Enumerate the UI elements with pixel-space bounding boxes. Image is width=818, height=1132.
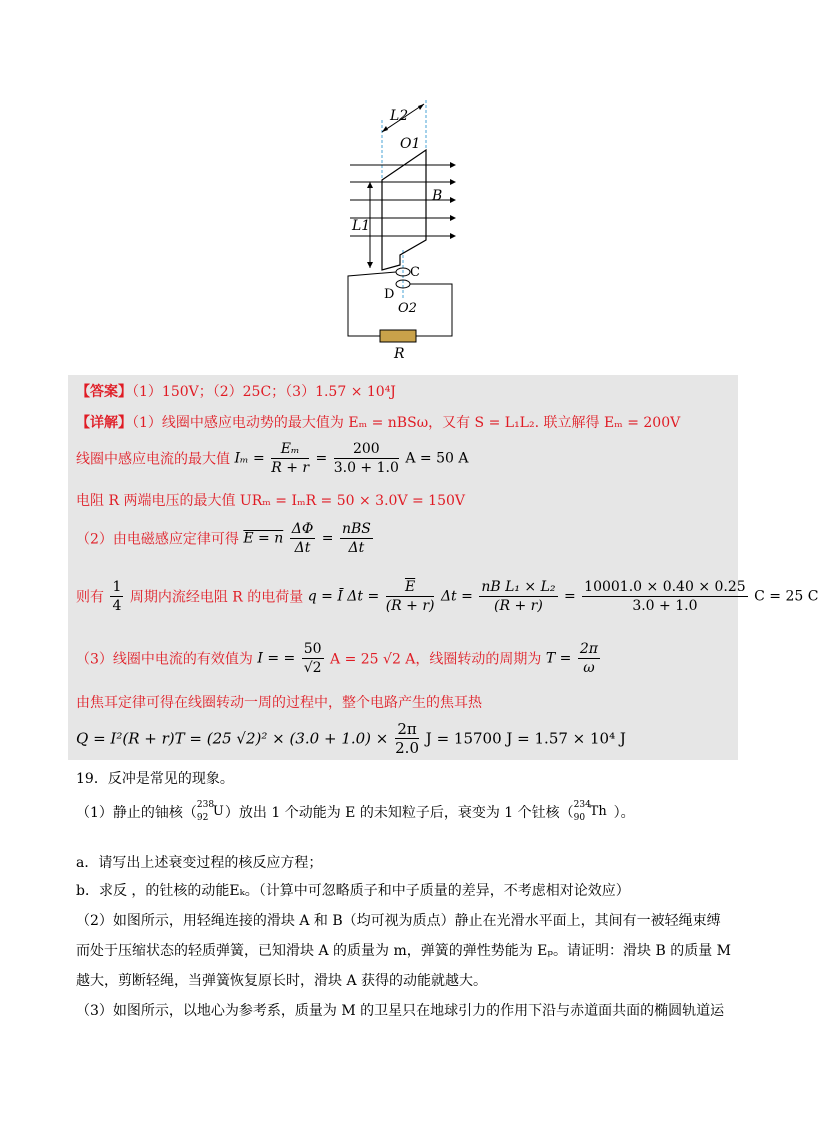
frac-den: Δt (294, 540, 311, 556)
detail-line-5-tail: C = 25 C (754, 588, 818, 605)
fraction-2pi-omega (578, 640, 600, 677)
detail-line-4-prefix: （2）由电磁感应定律可得 (76, 531, 239, 548)
question-part-2-line-3: 越大，剪断轻绳，当弹簧恢复原长时，滑块 A 获得的动能就越大。 (76, 973, 488, 989)
detail-line-8-left: Q = I²(R + r)T = (25 √2)² × (3.0 + 1.0) × (76, 729, 389, 748)
detail-line-2-tail: A = 50 A (405, 450, 469, 467)
fraction-nBS-dt (340, 520, 373, 557)
u-mass: 238 (196, 800, 215, 810)
detail-line-6-prefix: （3）线圈中电流的有效值为 (76, 651, 253, 668)
detail-line-1 (76, 412, 680, 432)
label-O1: O1 (400, 136, 421, 152)
detail-line-5-prefix2: 周期内流经电阻 R 的电荷量 (129, 589, 304, 606)
fraction-dPhi-dt (290, 520, 316, 557)
detail-line-7: 由焦耳定律可得在线圈转动一周的过程中，整个电路产生的焦耳热 (76, 695, 482, 711)
frac-den: 2.0 (395, 739, 419, 757)
detail-line-6-T: T = (545, 650, 572, 667)
frac-num: 1 (112, 579, 122, 595)
frac-den: Δt (348, 540, 365, 556)
frac-num: 200 (334, 440, 399, 459)
frac-num: nBS (341, 521, 371, 537)
frac-num: Eₘ (271, 440, 309, 459)
fraction-200-over-4 (334, 440, 399, 477)
frac-num: 2π (395, 720, 419, 739)
q1-text-a: （1）静止的铀核（ (76, 805, 197, 821)
question-part-a: a．请写出上述衰变过程的核反应方程； (76, 855, 323, 871)
frac-den: (R + r) (385, 598, 435, 614)
fraction-numeric (582, 578, 748, 615)
frac-num: 2π (579, 641, 598, 657)
question-part-1 (76, 800, 635, 824)
label-D: D (384, 287, 395, 302)
detail-line-6 (76, 640, 602, 677)
detail-line-1-text: （1）线圈中感应电动势的最大值为 Eₘ = nBSω，又有 S = L₁L₂. 联立解得 Eₘ = 200V (132, 415, 681, 431)
fraction-quarter (110, 578, 123, 615)
frac-den: 3.0 + 1.0 (632, 598, 698, 614)
u-charge: 92 (196, 813, 209, 823)
equals-sign: = (315, 450, 328, 467)
detail-line-2-prefix: 线圈中感应电流的最大值 (76, 451, 230, 468)
detail-line-4-E: E = n (243, 530, 284, 547)
label-R: R (394, 346, 405, 362)
uranium-nuclide (197, 800, 225, 824)
fraction-Em-over-Rr (271, 440, 309, 477)
answer-text: （1）150V；（2）25C；（3）1.57 × 10⁴J (132, 384, 396, 400)
frac-num: ΔΦ (291, 521, 314, 537)
label-C: C (410, 265, 420, 280)
th-symbol: Th (589, 804, 607, 819)
frac-num: nB L₁ × L₂ (481, 579, 556, 595)
question-title: 19．反冲是常见的现象。 (76, 771, 234, 787)
question-part-2-line-1: （2）如图所示，用轻绳连接的滑块 A 和 B（均可视为质点）静止在光滑水平面上，其间有一被轻绳束缚 (76, 913, 721, 929)
frac-den: R + r (271, 460, 310, 476)
detail-line-2 (76, 440, 468, 477)
frac-num: 10001.0 × 0.40 × 0.25 (584, 579, 746, 595)
detail-line-6-mid: A = 25 √2 A，线圈转动的周期为 (330, 651, 542, 668)
question-part-3-line-1: （3）如图所示，以地心为参考系，质量为 M 的卫星只在地球引力的作用下沿与赤道面共面的椭圆轨道运 (76, 1003, 725, 1019)
equals-sign: = (321, 530, 334, 547)
fraction-50-root2 (302, 640, 324, 677)
detail-line-4 (76, 520, 375, 557)
q1-text-b: ）放出 1 个动能为 E 的未知粒子后，衰变为 1 个钍核（ (224, 805, 574, 821)
label-O2: O2 (398, 301, 417, 316)
u-symbol: U (212, 804, 224, 819)
detail-line-5 (76, 578, 818, 615)
frac-den: (R + r) (494, 598, 543, 614)
equals-sign: = (563, 588, 576, 605)
frac-num: $\overline{E}$ (386, 578, 435, 597)
frac-den: 4 (112, 598, 122, 614)
frac-den: 3.0 + 1.0 (333, 460, 399, 476)
detail-line-3: 电阻 R 两端电压的最大值 URₘ = IₘR = 50 × 3.0V = 150V (76, 493, 466, 509)
detail-line-8-tail: J = 15700 J = 1.57 × 10⁴ J (425, 729, 626, 748)
detail-line-5-q: q = Ī Δt = (307, 588, 380, 605)
fraction-nBL1L2 (479, 578, 557, 615)
frac-num: 50 (303, 641, 322, 657)
frac-den: √2 (303, 660, 322, 676)
answer-line (76, 381, 396, 401)
detail-line-8 (76, 720, 626, 757)
detail-tag: 【详解】 (76, 415, 132, 431)
question-part-2-line-2: 而处于压缩状态的轻质弹簧，已知滑块 A 的质量为 m，弹簧的弹性势能为 Eₚ。请证明：滑块 B 的质量 M (76, 943, 731, 959)
thorium-nuclide (574, 800, 614, 824)
frac-den: ω (583, 660, 595, 676)
q1-text-c: ）。 (613, 805, 635, 821)
th-mass: 234 (573, 800, 591, 810)
fraction-E-over-Rr (386, 578, 435, 615)
label-B: B (432, 188, 443, 204)
answer-tag: 【答案】 (76, 384, 132, 400)
question-part-b: b．求反 ，的钍核的动能Eₖ。（计算中可忽略质子和中子质量的差异，不考虑相对论效应） (76, 883, 630, 899)
generator-coil-figure (340, 100, 460, 370)
th-charge: 90 (573, 813, 586, 823)
fraction-2pi-2 (395, 720, 419, 757)
detail-line-5-prefix1: 则有 (76, 589, 104, 606)
detail-line-2-Im: Iₘ = (234, 450, 265, 467)
detail-line-5-mid: Δt = (440, 588, 473, 605)
detail-line-6-I: I = = (257, 650, 296, 667)
label-L1: L1 (352, 218, 371, 234)
label-L2: L2 (390, 108, 409, 124)
